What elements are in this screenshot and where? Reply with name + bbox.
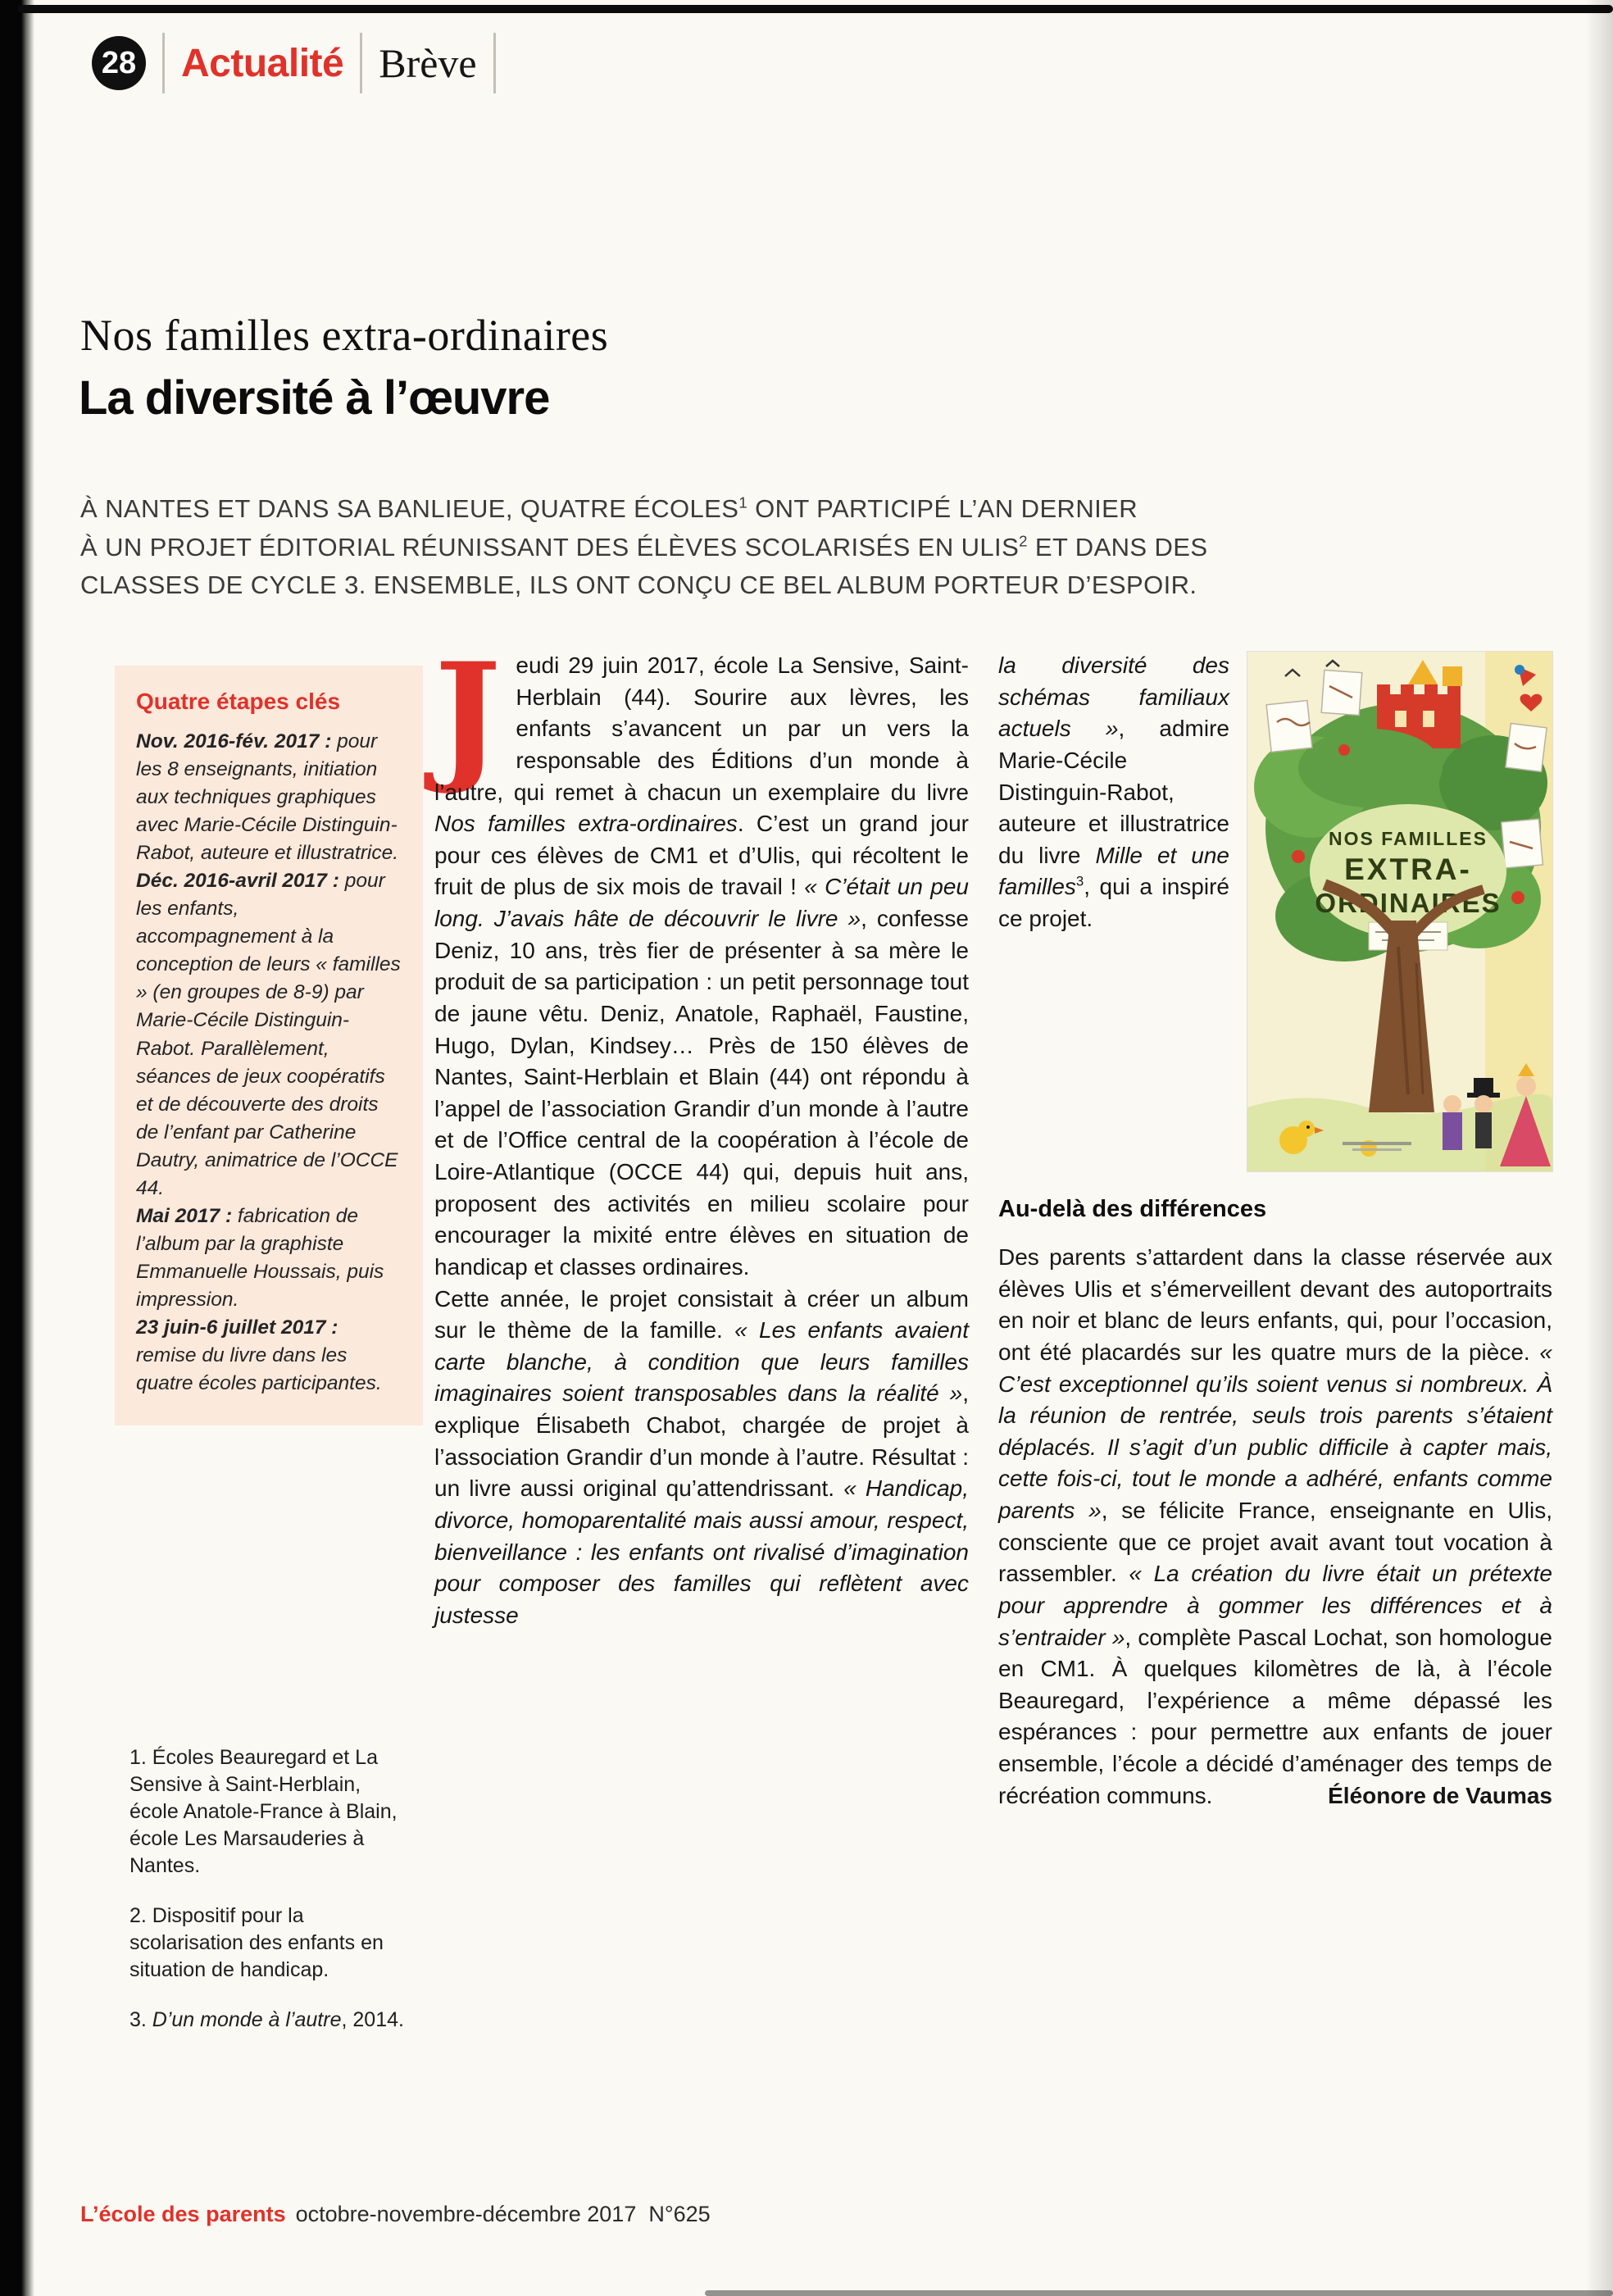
cover-purple-figure xyxy=(1443,1095,1462,1150)
drop-cap: J xyxy=(434,631,502,798)
sidebar-key-steps xyxy=(115,666,423,1425)
rubric-label: Brève xyxy=(379,40,477,86)
article-paragraph-2: Cette année, le projet consistait à créer un album sur le thème de la famille. « Les enfants avaient carte blanche, à condition que leurs familles imaginaires soient transposables dans la réalité », explique Élisabeth Chabot, chargée de projet à l’association Grandir d’un monde à l’autre. Résultat : un livre aussi original qu’attendrissant. « Handicap, divorce, homoparentalité mais aussi amour, respect, bienveillance : les enfants ont rivalisé d’imagination pour composer des familles qui reflètent avec justesse xyxy=(434,1285,969,1628)
header-divider xyxy=(493,33,496,93)
header-divider xyxy=(360,33,362,93)
sidebar-step-3: Mai 2017 : fabrication de l’album par la graphiste Emmanuelle Houssais, puis impression. xyxy=(136,1204,384,1311)
article-headline: La diversité à l’œuvre xyxy=(79,371,550,425)
footnote-1: 1. Écoles Beauregard et La Sensive à Saint-Herblain, école Anatole-France à Blain, école Les Marsauderies à Nantes. xyxy=(129,1746,398,1877)
header-divider xyxy=(162,33,165,93)
book-cover-illustration xyxy=(1247,652,1552,1171)
sidebar-title: Quatre étapes clés xyxy=(136,689,341,714)
article-column-middle xyxy=(434,631,969,1631)
article-kicker: Nos familles extra-ordinaires xyxy=(80,311,609,360)
sidebar-step-1: Nov. 2016-fév. 2017 : pour les 8 enseignants, initiation aux techniques graphiques avec Marie-Cécile Distinguin-Rabot, auteure et illustratrice. xyxy=(136,730,399,865)
article-paragraph-4: Des parents s’attardent dans la classe réservée aux élèves Ulis et s’émerveillent devant des autoportraits en noir et blanc de leurs enfants, qui, pour l’occasion, ont été placardés sur les quatre murs de la pièce. « C’est exceptionnel qu’ils soient venus si nombreux. À la réunion de rentrée, seuls trois parents s’étaient déplacés. Il s’agit d’un public difficile à capter mais, cette fois-ci, tout le monde a adhéré, enfants comme parents », se félicite France, enseignante en Ulis, consciente que ce projet avait avant tout vocation à rassembler. « La création du livre était un prétexte pour apprendre à gommer les différences et à s’entraider », complète Pascal Lochat, son homologue en CM1. À quelques kilomètres de là, à l’école Beauregard, l’expérience a même dépassé les espérances : pour permettre aux enfants de jouer ensemble, l’école a décidé d’aménager des temps de récréation communs. xyxy=(998,1244,1552,1808)
scan-edge-right xyxy=(1585,0,1613,2296)
cover-title-line-1: NOS FAMILLES xyxy=(1329,828,1488,849)
footnotes xyxy=(129,1744,411,2057)
standfirst: À NANTES ET DANS SA BANLIEUE, QUATRE ÉCOLES$^1$ ONT PARTICIPÉ L’AN DERNIER À UN PROJET ÉDITORIAL RÉUNISSANT DES ÉLÈVES SCOLARISÉS EN ULIS$^2$ ET DANS DES CLASSES DE CYCLE 3. ENSEMBLE, ILS ONT CONÇU CE BEL ALBUM PORTEUR D’ESPOIR. xyxy=(80,493,1208,599)
article-paragraph-3: la diversité des schémas familiaux actuels », admire Marie-Cécile Distinguin-Rabot, auteure et illustratrice du livre Mille et une familles$^3$, qui a inspiré ce projet. xyxy=(998,652,1230,931)
page-header xyxy=(92,33,512,93)
page-footer xyxy=(80,2202,711,2227)
magazine-name: L’école des parents xyxy=(80,2202,286,2226)
scan-edge-left xyxy=(0,0,34,2296)
article-column-right xyxy=(998,650,1552,1812)
author-byline: Éléonore de Vaumas xyxy=(1328,1782,1552,1808)
cover-title-line-3: ORDINAIRES xyxy=(1315,888,1502,918)
sidebar-step-4: 23 juin-6 juillet 2017 : remise du livre dans les quatre écoles participantes. xyxy=(136,1316,382,1395)
section-label: Actualité xyxy=(181,41,344,85)
page-number-badge: 28 xyxy=(92,36,146,90)
sidebar-step-2: Déc. 2016-avril 2017 : pour les enfants, accompagnement à la conception de leurs « familles » (en groupes de 8-9) par Marie-Cécile Distinguin-Rabot. Parallèlement, séances de jeux coopératifs et de découverte des droits de l’enfant par Catherine Dautry, animatrice de l’OCCE 44. xyxy=(136,870,401,1199)
paragraph-1-text: eudi 29 juin 2017, école La Sensive, Saint-Herblain (44). Sourire aux lèvres, les enfants s’avancent un par un vers la responsable des Éditions d’un monde à l’autre, qui remet à chacun un exemplaire du livre Nos familles extra-ordinaires. C’est un grand jour pour ces élèves de CM1 et d’Ulis, qui récoltent le fruit de plus de six mois de travail ! « C’était un peu long. J’avais hâte de découvrir le livre », confesse Deniz, 10 ans, très fier de présenter à sa mère le produit de sa participation : un petit personnage tout de jaune vêtu. Deniz, Anatole, Raphaël, Faustine, Hugo, Dylan, Kindsey… Près de 150 élèves de Nantes, Saint-Herblain et Blain (44) ont répondu à l’appel de l’association Grandir d’un monde à l’autre et de l’Office central de la coopération à l’école de Loire-Atlantique (OCCE 44) qui, depuis huit ans, proposent des activités en milieu scolaire pour encourager la mixité entre élèves en situation de handicap et classes ordinaires. xyxy=(434,652,969,1280)
footnote-2: 2. Dispositif pour la scolarisation des enfants en situation de handicap. xyxy=(129,1904,384,1981)
scan-edge-bottom xyxy=(705,2290,1613,2296)
footnote-3: 3. D’un monde à l’autre, 2014. xyxy=(129,2008,404,2031)
issue-info: octobre-novembre-décembre 2017 N°625 xyxy=(295,2202,711,2226)
scan-edge-top xyxy=(18,5,1613,13)
subheading-differences: Au-delà des différences xyxy=(998,1196,1267,1222)
article-paragraph-1 xyxy=(434,631,969,1284)
cover-title-line-2: EXTRA- xyxy=(1344,852,1472,886)
